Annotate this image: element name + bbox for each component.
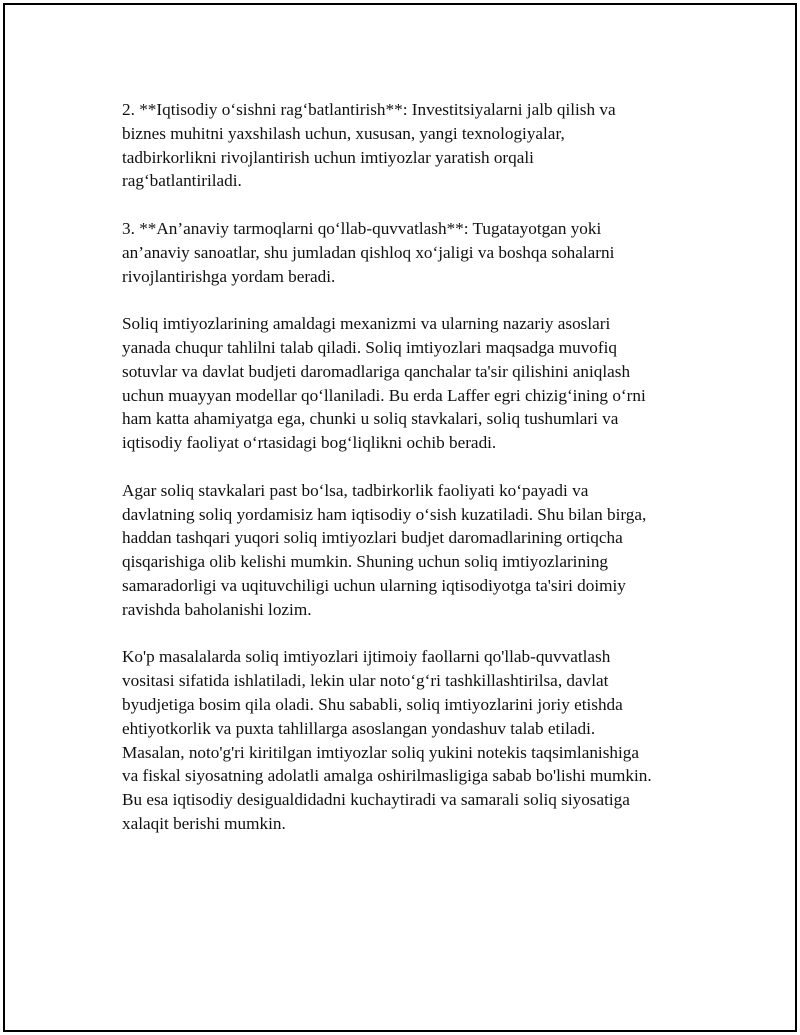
paragraph-economic-growth: [122, 98, 702, 193]
text-line: samaradorligi va uqituvchiligi uchun ularning iqtisodiyotga ta'siri doimiy: [122, 575, 626, 595]
text-line: sotuvlar va davlat budjeti daromadlariga qanchalar ta'sir qilishini aniqlash: [122, 361, 631, 381]
text-line: rag‘batlantiriladi.: [122, 171, 242, 191]
text-line: ravishda baholanishi lozim.: [122, 599, 312, 619]
text-line: uchun muayyan modellar qo‘llaniladi. Bu erda Laffer egri chizig‘ining o‘rni: [122, 385, 646, 405]
text-line: 2. **Iqtisodiy o‘sishni rag‘batlantirish**: Investitsiyalarni jalb qilish va: [122, 100, 616, 119]
text-line: xalaqit berishi mumkin.: [122, 813, 286, 833]
text-line: yanada chuqur tahlilni talab qiladi. Soliq imtiyozlari maqsadga muvofiq: [122, 337, 617, 357]
text-line: iqtisodiy faoliyat o‘rtasidagi bog‘liqlikni ochib beradi.: [122, 433, 497, 453]
text-line: ehtiyotkorlik va puxta tahlillarga asoslangan yondashuv talab etiladi.: [122, 718, 596, 738]
text-line: qisqarishiga olib kelishi mumkin. Shuning uchun soliq imtiyozlarining: [122, 552, 609, 572]
page-frame: [3, 3, 797, 1032]
paragraph-tax-rates: [122, 479, 702, 622]
text-line: rivojlantirishga yordam beradi.: [122, 266, 336, 286]
text-line: haddan tashqari yuqori soliq imtiyozlari budjet daromadlarining ortiqcha: [122, 528, 623, 548]
text-line: vositasi sifatida ishlatiladi, lekin ular noto‘g‘ri tashkillashtirilsa, davlat: [122, 671, 609, 691]
paragraph-social-support: [122, 645, 702, 835]
text-line: tadbirkorlikni rivojlantirish uchun imtiyozlar yaratish orqali: [122, 147, 534, 167]
text-line: Soliq imtiyozlarining amaldagi mexanizmi va ularning nazariy asoslari: [122, 314, 611, 334]
text-line: byudjetiga bosim qila oladi. Shu sababli, soliq imtiyozlarini joriy etishda: [122, 694, 623, 714]
text-line: davlatning soliq yordamisiz ham iqtisodiy o‘sish kuzatiladi. Shu bilan birga,: [122, 504, 647, 524]
document-body: [122, 98, 702, 860]
text-line: Agar soliq stavkalari past bo‘lsa, tadbirkorlik faoliyati ko‘payadi va: [122, 480, 589, 500]
text-line: ham katta ahamiyatga ega, chunki u soliq stavkalari, soliq tushumlari va: [122, 409, 619, 429]
text-line: 3. **An’anaviy tarmoqlarni qo‘llab-quvvatlash**: Tugatayotgan yoki: [122, 218, 602, 238]
text-line: Ko'p masalalarda soliq imtiyozlari ijtimoiy faollarni qo'llab-quvvatlash: [122, 647, 611, 667]
text-line: an’anaviy sanoatlar, shu jumladan qishloq xo‘jaligi va boshqa sohalarni: [122, 242, 615, 262]
text-line: Bu esa iqtisodiy desigualdidadni kuchaytiradi va samarali soliq siyosatiga: [122, 790, 630, 810]
paragraph-traditional-sectors: [122, 217, 702, 288]
text-line: Masalan, noto'g'ri kiritilgan imtiyozlar soliq yukini notekis taqsimlanishiga: [122, 742, 639, 762]
text-line: va fiskal siyosatning adolatli amalga oshirilmasligiga sabab bo'lishi mumkin.: [122, 766, 652, 786]
paragraph-laffer-curve: [122, 312, 702, 455]
text-line: biznes muhitni yaxshilash uchun, xususan, yangi texnologiyalar,: [122, 123, 565, 143]
